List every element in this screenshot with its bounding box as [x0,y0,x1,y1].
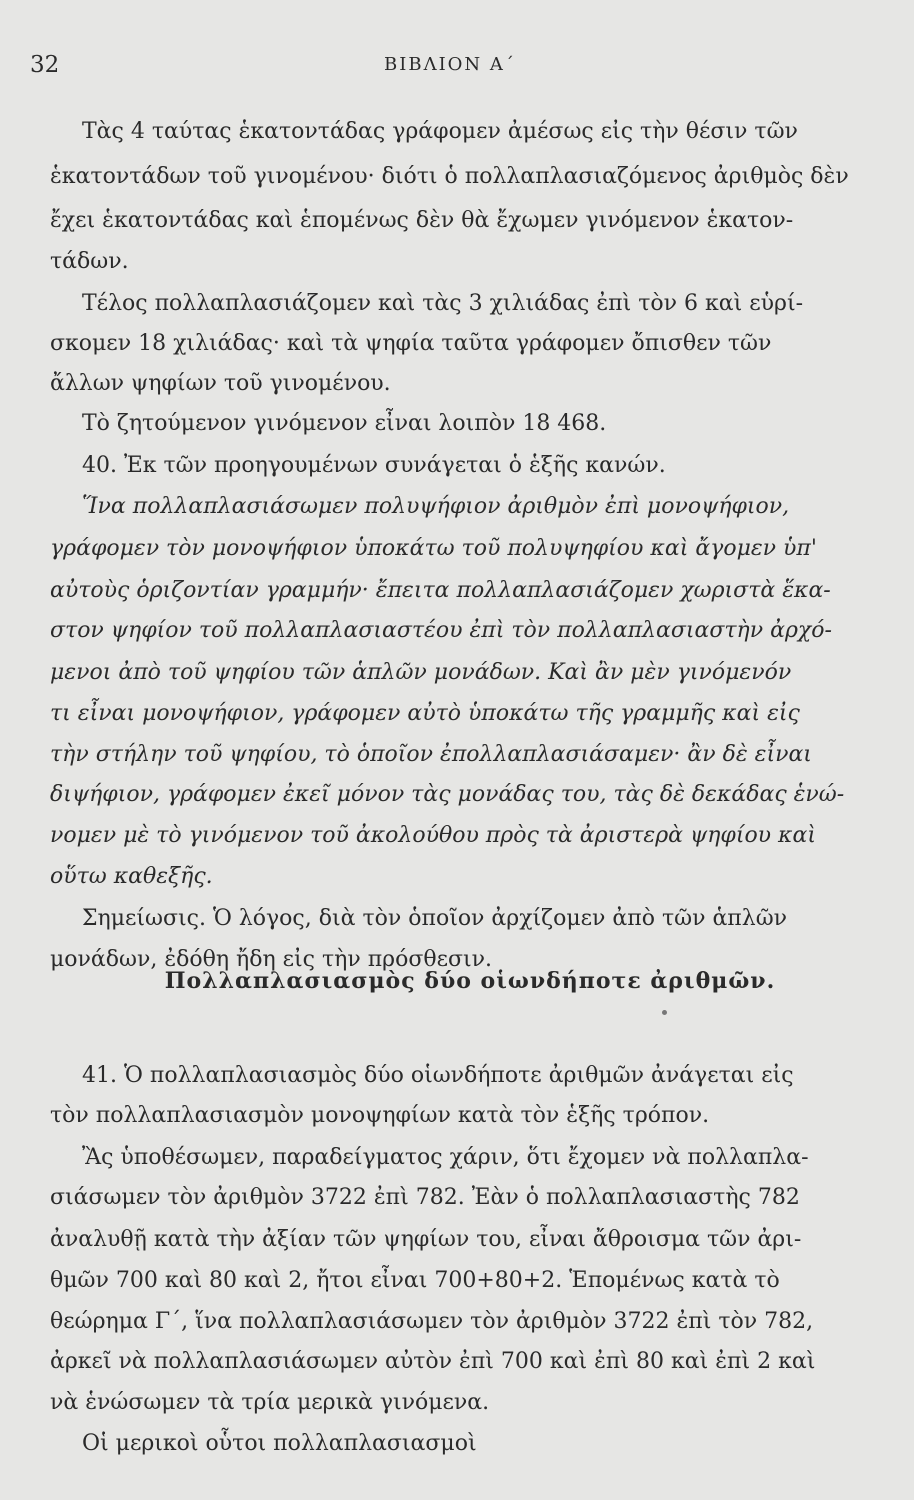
ink-dot [662,1010,667,1015]
rule-text-line: αὐτοὺς ὁριζοντίαν γραμμήν· ἔπειτα πολλαπλασιάζομεν χωριστὰ ἕκα- [50,578,831,603]
rule-text-line: μενοι ἀπὸ τοῦ ψηφίου τῶν ἁπλῶν μονάδων. Καὶ ἂν μὲν γινόμενόν [50,660,792,685]
text-line: σιάσωμεν τὸν ἀριθμὸν 3722 ἐπὶ 782. Ἐὰν ὁ πολλαπλασιαστὴς 782 [50,1185,800,1210]
text-line: Τὰς 4 ταύτας ἑκατοντάδας γράφομεν ἀμέσως εἰς τὴν θέσιν τῶν [82,119,798,144]
text-line: τάδων. [50,249,129,274]
text-line: Τέλος πολλαπλασιάζομεν καὶ τὰς 3 χιλιάδας ἐπὶ τὸν 6 καὶ εὑρί- [82,291,804,316]
rule-text-line: γράφομεν τὸν μονοψήφιον ὑποκάτω τοῦ πολυψηφίου καὶ ἄγομεν ὑπ' [50,536,817,561]
running-title: ΒΙΒΛΙΟΝ Α΄ [384,54,516,75]
rule-text-line: διψήφιον, γράφομεν ἐκεῖ μόνον τὰς μονάδας του, τὰς δὲ δεκάδας ἑνώ- [50,782,845,807]
page-number: 32 [30,52,60,78]
text-line: ἀναλυθῇ κατὰ τὴν ἀξίαν τῶν ψηφίων του, εἶναι ἄθροισμα τῶν ἀρι- [50,1227,802,1252]
section-heading: Πολλαπλασιασμὸς δύο οἱωνδήποτε ἀριθμῶν. [164,968,776,994]
text-line: σκομεν 18 χιλιάδας· καὶ τὰ ψηφία ταῦτα γράφομεν ὄπισθεν τῶν [50,331,772,356]
rule-text-line: στον ψηφίον τοῦ πολλαπλασιαστέου ἐπὶ τὸν πολλαπλασιαστὴν ἀρχό- [50,618,832,643]
section-40-line: 40. Ἐκ τῶν προηγουμένων συνάγεται ὁ ἑξῆς κανών. [82,453,666,478]
rule-text-line: οὕτω καθεξῆς. [50,864,213,889]
text-line: ἄλλων ψηφίων τοῦ γινομένου. [50,371,391,396]
text-line: ἑκατοντάδων τοῦ γινομένου· διότι ὁ πολλαπλασιαζόμενος ἀριθμὸς δὲν [50,164,849,189]
text-line: θεώρημα Γ΄, ἵνα πολλαπλασιάσωμεν τὸν ἀριθμὸν 3722 ἐπὶ τὸν 782, [50,1309,814,1334]
rule-text-line: Ἵνα πολλαπλασιάσωμεν πολυψήφιον ἀριθμὸν ἐπὶ μονοψήφιον, [82,494,790,519]
text-line: ἔχει ἑκατοντάδας καὶ ἑπομένως δὲν θὰ ἔχωμεν γινόμενον ἑκατον- [50,208,794,233]
rule-text-line: νομεν μὲ τὸ γινόμενον τοῦ ἀκολούθου πρὸς τὰ ἀριστερὰ ψηφίου καὶ [50,823,816,848]
section-41-line: 41. Ὁ πολλαπλασιασμὸς δύο οἱωνδήποτε ἀριθμῶν ἀνάγεται εἰς [82,1063,794,1088]
rule-text-line: τι εἶναι μονοψήφιον, γράφομεν αὐτὸ ὑποκάτω τῆς γραμμῆς καὶ εἰς [50,701,800,726]
text-line: Οἱ μερικοὶ οὗτοι πολλαπλασιασμοὶ [82,1431,477,1456]
rule-text-line: τὴν στήλην τοῦ ψηφίου, τὸ ὁποῖον ἐπολλαπλασιάσαμεν· ἂν δὲ εἶναι [50,742,812,767]
page-header [0,52,914,82]
note-line: Σημείωσις. Ὁ λόγος, διὰ τὸν ὁποῖον ἀρχίζομεν ἀπὸ τῶν ἁπλῶν [82,906,788,931]
text-line: ἀρκεῖ νὰ πολλαπλασιάσωμεν αὐτὸν ἐπὶ 700 καὶ ἐπὶ 80 καὶ ἐπὶ 2 καὶ [50,1349,816,1374]
text-line: τὸν πολλαπλασιασμὸν μονοψηφίων κατὰ τὸν ἑξῆς τρόπον. [50,1103,710,1128]
text-line: νὰ ἑνώσωμεν τὰ τρία μερικὰ γινόμενα. [50,1390,490,1415]
text-line: Ἂς ὑποθέσωμεν, παραδείγματος χάριν, ὅτι ἔχομεν νὰ πολλαπλα- [82,1145,809,1170]
text-line: θμῶν 700 καὶ 80 καὶ 2, ἤτοι εἶναι 700+80+2. Ἑπομένως κατὰ τὸ [50,1268,780,1293]
note-line: μονάδων, ἐδόθη ἤδη εἰς τὴν πρόσθεσιν. [50,947,492,972]
text-line: Τὸ ζητούμενον γινόμενον εἶναι λοιπὸν 18 468. [82,411,607,436]
